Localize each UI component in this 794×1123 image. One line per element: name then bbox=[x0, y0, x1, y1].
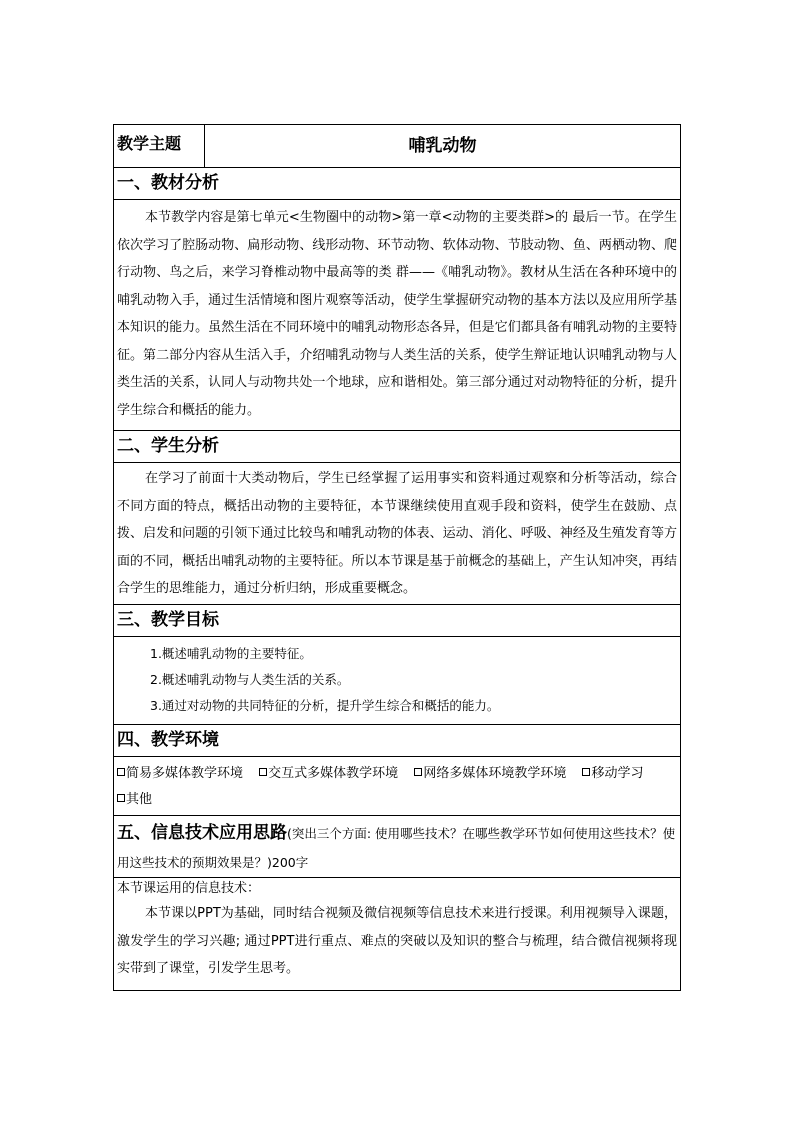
section-student-analysis bbox=[114, 463, 680, 605]
checkbox-icon bbox=[117, 794, 125, 802]
env-option-network-multimedia[interactable]: 网络多媒体环境教学环境 bbox=[414, 761, 566, 787]
it-application-subheading: 本节课运用的信息技术： bbox=[117, 881, 261, 896]
section-heading-student-analysis: 二、学生分析 bbox=[114, 431, 680, 463]
env-option-simple-multimedia[interactable]: 简易多媒体教学环境 bbox=[117, 761, 243, 787]
it-application-note: (突出三个方面: 使用哪些技术？在哪些教学环节如何使用这些技术？使用这些技术的预期效果是？)200字 bbox=[117, 826, 676, 870]
lesson-plan-table bbox=[113, 124, 681, 991]
env-option-interactive-multimedia[interactable]: 交互式多媒体教学环境 bbox=[259, 761, 398, 787]
section-it-application bbox=[114, 878, 680, 990]
goal-item: 1.概述哺乳动物的主要特征。 bbox=[150, 646, 312, 661]
section-heading-it-application bbox=[114, 816, 680, 878]
section-teaching-environment bbox=[114, 757, 680, 816]
textbook-analysis-text: 本节教学内容是第七单元<生物圈中的动物>第一章<动物的主要类群>的 最后一节。在学生依次学习了腔肠动物、扁形动物、线形动物、环节动物、软体动物、节肢动物、鱼、两栖动物、爬行动物、鸟之后，来学习脊椎动物中最高等的类 群——《哺乳动物》。教材从生活在各种环境中的哺乳动物入手，通过生活情境和图片观察等活动，使学生掌握研究动物的基本方法以及应用所学基本知识的能力。虽然生活在不同环境中的哺乳动物形态各异，但是它们都具备有哺乳动物的主要特征。第二部分内容从生活入手，介绍哺乳动物与人类生活的关系，使学生辩证地认识哺乳动物与人类生活的关系，认同人与动物共处一个地球，应和谐相处。第三部分通过对动物特征的分析，提升学生综合和概括的能力。 bbox=[117, 210, 677, 418]
section-heading-teaching-environment: 四、教学环境 bbox=[114, 725, 680, 757]
goal-item: 2.概述哺乳动物与人类生活的关系。 bbox=[150, 672, 350, 687]
goal-item: 3.通过对动物的共同特征的分析，提升学生综合和概括的能力。 bbox=[150, 698, 500, 713]
section-teaching-goals bbox=[114, 637, 680, 725]
env-option-mobile-learning[interactable]: 移动学习 bbox=[582, 761, 643, 787]
checkbox-icon bbox=[582, 768, 590, 776]
title-label: 教学主题 bbox=[114, 125, 205, 167]
it-application-heading: 五、信息技术应用思路 bbox=[117, 823, 287, 843]
it-application-text: 本节课以PPT为基础，同时结合视频及微信视频等信息技术来进行授课。利用视频导入课题，激发学生的学习兴趣; 通过PPT进行重点、难点的突破以及知识的整合与梳理，结合微信视频将现实带到了课堂，引发学生思考。 bbox=[117, 906, 677, 976]
lesson-title: 哺乳动物 bbox=[408, 136, 477, 156]
checkbox-icon bbox=[414, 768, 422, 776]
title-row bbox=[114, 125, 680, 168]
student-analysis-text: 在学习了前面十大类动物后，学生已经掌握了运用事实和资料通过观察和分析等活动，综合不同方面的特点，概括出动物的主要特征，本节课继续使用直观手段和资料，使学生在鼓励、点拨、启发和问题的引领下通过比较鸟和哺乳动物的体表、运动、消化、呼吸、神经及生殖发育等方面的不同，概括出哺乳动物的主要特征。所以本节课是基于前概念的基础上，产生认知冲突，再结合学生的思维能力，通过分析归纳，形成重要概念。 bbox=[117, 471, 677, 596]
checkbox-icon bbox=[259, 768, 267, 776]
checkbox-icon bbox=[117, 768, 125, 776]
section-textbook-analysis bbox=[114, 200, 680, 431]
section-heading-textbook-analysis: 一、教材分析 bbox=[114, 168, 680, 200]
section-heading-teaching-goals: 三、教学目标 bbox=[114, 605, 680, 637]
env-option-other[interactable]: 其他 bbox=[117, 787, 152, 813]
